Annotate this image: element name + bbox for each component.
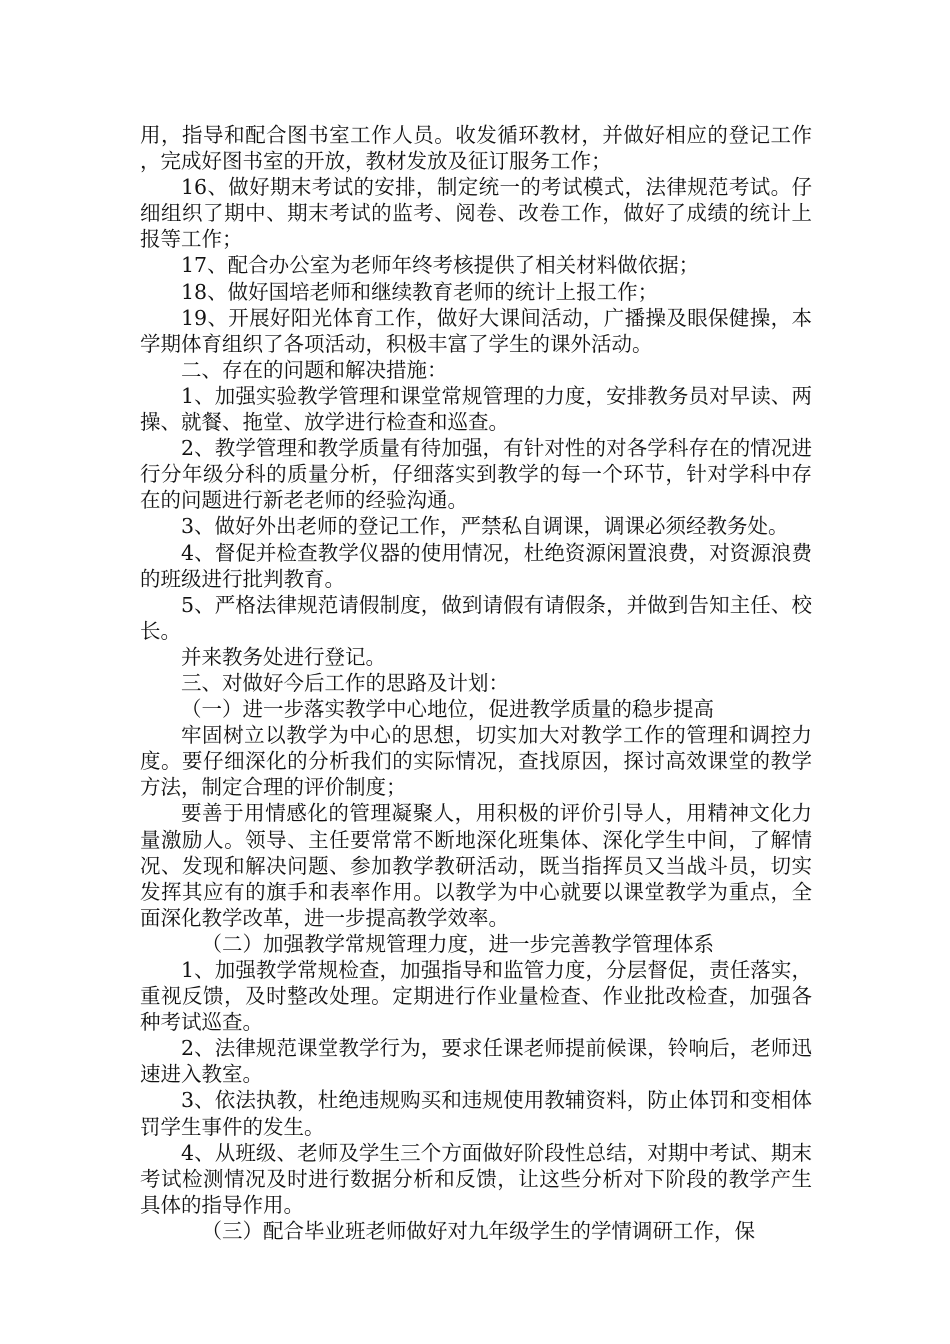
paragraph-problem-2: 2、教学管理和教学质量有待加强，有针对性的对各学科存在的情况进行分年级分科的质量分析，仔细落实到教学的每一个环节，针对学科中存在的问题进行新老老师的经验沟通。 — [140, 436, 812, 513]
paragraph-library-service: 用，指导和配合图书室工作人员。收发循环教材，并做好相应的登记工作，完成好图书室的开放，教材发放及征订服务工作； — [140, 123, 812, 174]
paragraph-teaching-center: 牢固树立以教学为中心的思想，切实加大对教学工作的管理和调控力度。要仔细深化的分析我们的实际情况，查找原因，探讨高效课堂的教学方法，制定合理的评价制度； — [140, 723, 812, 800]
paragraph-item-19: 19、开展好阳光体育工作，做好大课间活动，广播操及眼保健操，本学期体育组织了各项活动，积极丰富了学生的课外活动。 — [140, 305, 812, 356]
document-page — [140, 122, 812, 1244]
paragraph-item-17: 17、配合办公室为老师年终考核提供了相关材料做依据； — [181, 253, 700, 278]
paragraph-item-16: 16、做好期末考试的安排，制定统一的考试模式，法律规范考试。仔细组织了期中、期末考试的监考、阅卷、改卷工作，做好了成绩的统计上报等工作； — [140, 175, 812, 252]
paragraph-item-18: 18、做好国培老师和继续教育老师的统计上报工作； — [181, 279, 659, 304]
paragraph-problem-3: 3、做好外出老师的登记工作，严禁私自调课，调课必须经教务处。 — [181, 514, 789, 539]
paragraph-register: 并来教务处进行登记。 — [181, 644, 386, 669]
paragraph-plan2-item-4: 4、从班级、老师及学生三个方面做好阶段性总结，对期中考试、期末考试检测情况及时进行数据分析和反馈，让这些分析对下阶段的教学产生具体的指导作用。 — [140, 1140, 812, 1217]
subheading-plan-3: （三）配合毕业班老师做好对九年级学生的学情调研工作，保 — [201, 1218, 755, 1243]
section-heading-problems: 二、存在的问题和解决措施： — [181, 357, 448, 382]
paragraph-plan2-item-1: 1、加强教学常规检查，加强指导和监管力度，分层督促，责任落实，重视反馈，及时整改处理。定期进行作业量检查、作业批改检查，加强各种考试巡查。 — [140, 958, 812, 1035]
subheading-plan-2: （二）加强教学常规管理力度，进一步完善教学管理体系 — [201, 931, 714, 956]
paragraph-plan2-item-2: 2、法律规范课堂教学行为，要求任课老师提前候课，铃响后，老师迅速进入教室。 — [140, 1036, 812, 1087]
paragraph-plan2-item-3: 3、依法执教，杜绝违规购买和违规使用教辅资料，防止体罚和变相体罚学生事件的发生。 — [140, 1088, 812, 1139]
paragraph-problem-5: 5、严格法律规范请假制度，做到请假有请假条，并做到告知主任、校长。 — [140, 592, 812, 643]
section-heading-plans: 三、对做好今后工作的思路及计划： — [181, 670, 509, 695]
paragraph-problem-4: 4、督促并检查教学仪器的使用情况，杜绝资源闲置浪费，对资源浪费的班级进行批判教育。 — [140, 540, 812, 591]
subheading-plan-1: （一）进一步落实教学中心地位，促进教学质量的稳步提高 — [181, 697, 714, 722]
paragraph-management: 要善于用情感化的管理凝聚人，用积极的评价引导人，用精神文化力量激励人。领导、主任要常常不断地深化班集体、深化学生中间，了解情况、发现和解决问题、参加教学教研活动，既当指挥员又当战斗员，切实发挥其应有的旗手和表率作用。以教学为中心就要以课堂教学为重点，全面深化教学改革，进一步提高教学效率。 — [140, 801, 812, 930]
paragraph-problem-1: 1、加强实验教学管理和课堂常规管理的力度，安排教务员对早读、两操、就餐、拖堂、放学进行检查和巡查。 — [140, 383, 812, 435]
